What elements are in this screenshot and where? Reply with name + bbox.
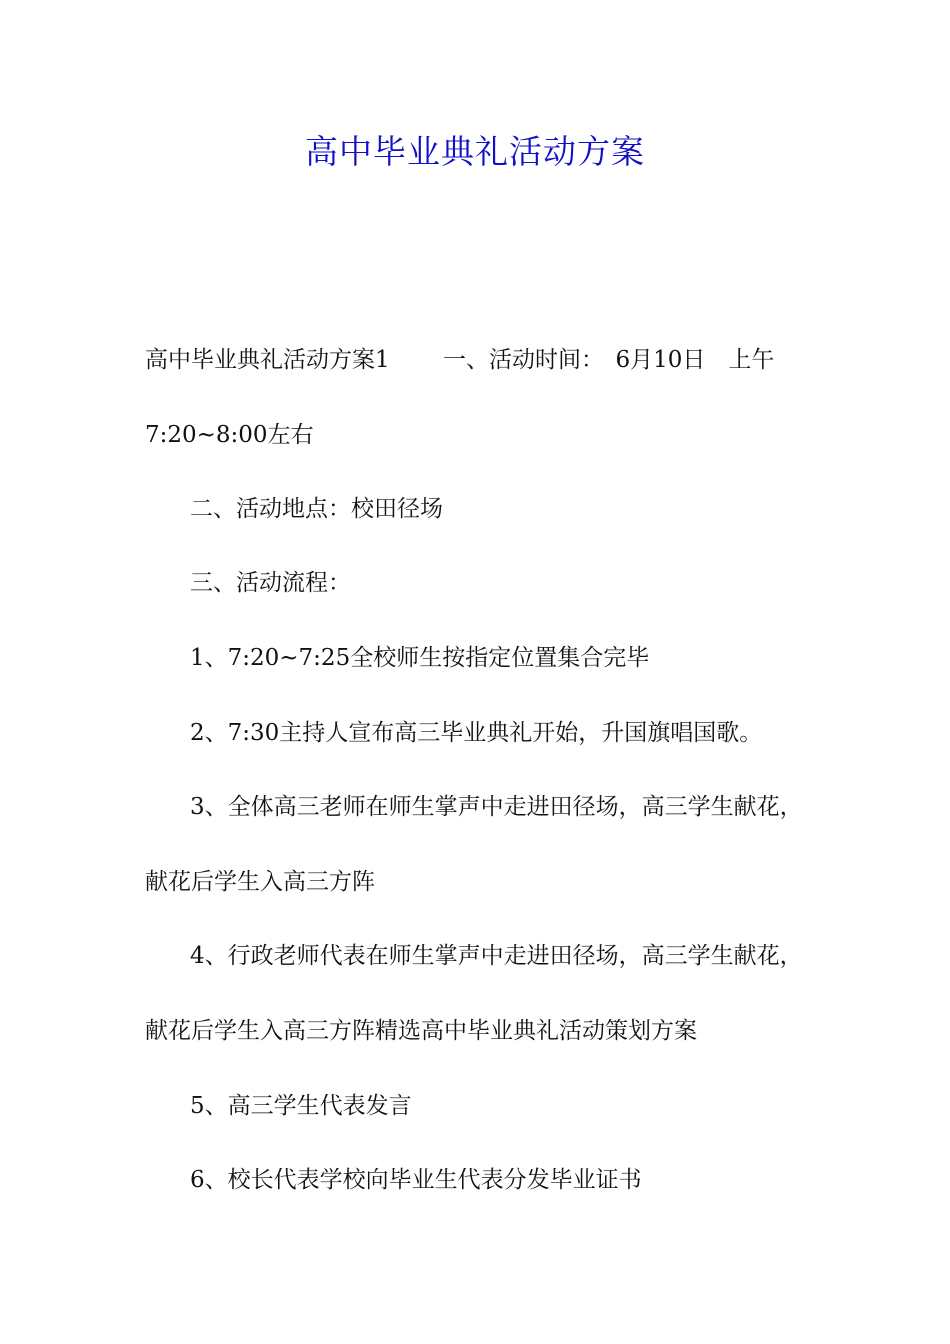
- paragraph-line-10: 献花后学生入高三方阵精选高中毕业典礼活动策划方案: [145, 1018, 697, 1044]
- document-title: 高中毕业典礼活动方案: [305, 132, 645, 171]
- paragraph-line-4: 三、活动流程：: [190, 570, 351, 596]
- paragraph-line-12: 6、校长代表学校向毕业生代表分发毕业证书: [190, 1167, 642, 1193]
- paragraph-line-6: 2、7:30主持人宣布高三毕业典礼开始，升国旗唱国歌。: [190, 720, 763, 746]
- paragraph-line-2: 7:20~8:00左右: [145, 422, 314, 448]
- paragraph-line-5: 1、7:20~7:25全校师生按指定位置集合完毕: [190, 645, 650, 671]
- paragraph-line-1: 高中毕业典礼活动方案1 一、活动时间： 6月10日 上午: [145, 347, 775, 373]
- paragraph-line-7: 3、全体高三老师在师生掌声中走进田径场，高三学生献花，: [190, 794, 803, 820]
- paragraph-line-9: 4、行政老师代表在师生掌声中走进田径场，高三学生献花，: [190, 943, 803, 969]
- paragraph-line-3: 二、活动地点：校田径场: [190, 496, 443, 522]
- paragraph-line-11: 5、高三学生代表发言: [190, 1093, 412, 1119]
- paragraph-line-8: 献花后学生入高三方阵: [145, 869, 375, 895]
